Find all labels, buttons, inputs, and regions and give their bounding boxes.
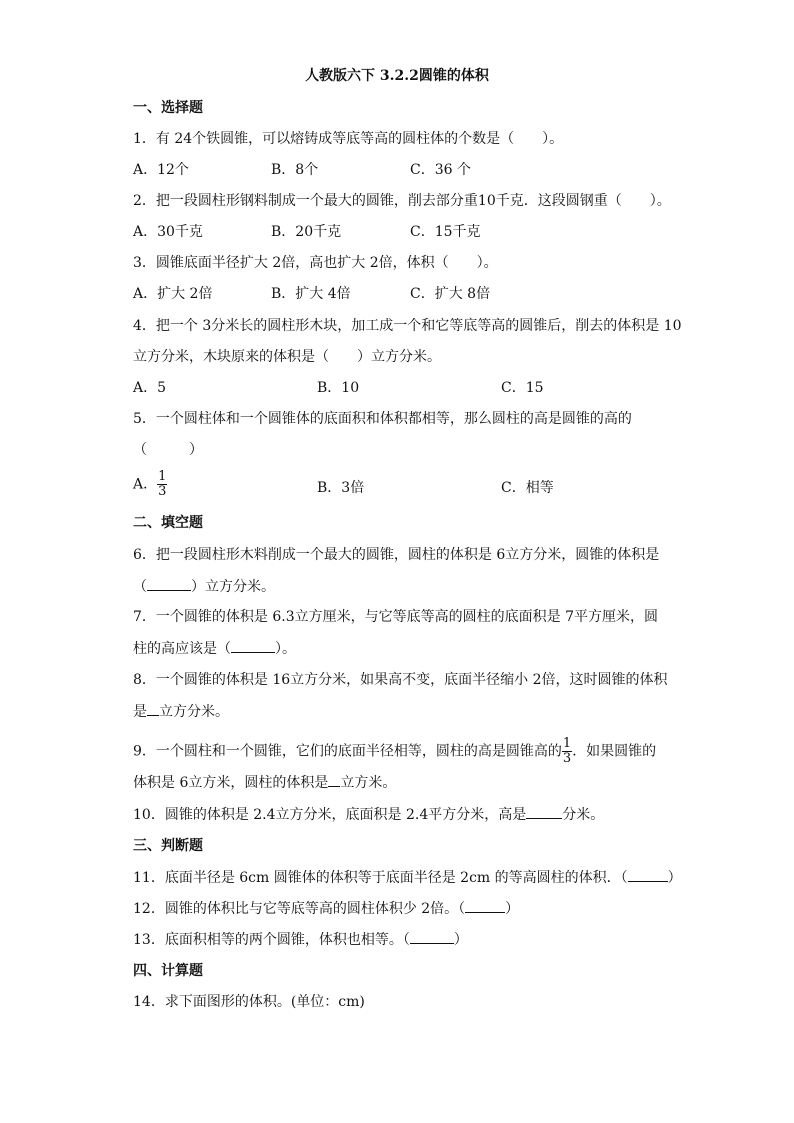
question-1-option-b: B．8个 <box>271 162 319 178</box>
option-a-prefix: A． <box>133 476 158 493</box>
fraction-one-third <box>562 737 572 766</box>
text-fragment: ） <box>505 901 520 917</box>
answer-blank[interactable] <box>628 867 668 882</box>
text-fragment: 9．一个圆柱和一个圆锥，它们的底面半径相等，圆柱的高是圆锥高的 <box>133 743 562 760</box>
text-fragment: ．如果圆锥的 <box>572 743 657 760</box>
question-2-option-a: A．30千克 <box>133 224 203 240</box>
answer-blank[interactable] <box>526 804 562 819</box>
question-3-option-b: B．扩大 4倍 <box>271 286 351 302</box>
fraction-numerator: 1 <box>158 469 167 484</box>
answer-blank[interactable] <box>328 772 340 787</box>
question-2-stem: 2．把一段圆柱形钢料制成一个最大的圆锥，削去部分重10千克．这段圆钢重（ ）。 <box>133 193 671 209</box>
section-heading-fill: 二、填空题 <box>133 515 203 531</box>
answer-blank[interactable] <box>231 638 275 653</box>
fraction-denominator: 3 <box>158 484 167 499</box>
question-2-option-b: B．20千克 <box>271 224 342 240</box>
text-fragment: 分米。 <box>562 807 605 823</box>
question-6-line-2 <box>133 576 275 597</box>
question-13 <box>133 929 468 950</box>
question-4-stem-line-1: 4．把一个 3分米长的圆柱形木块，加工成一个和它等底等高的圆锥后，削去的体积是 10 <box>133 318 682 334</box>
question-1-stem: 1．有 24个铁圆锥，可以熔铸成等底等高的圆柱体的个数是（ ）。 <box>133 131 564 147</box>
fraction-one-third <box>157 470 167 499</box>
question-4-option-c: C．15 <box>501 380 544 396</box>
question-9-line-1 <box>133 737 656 766</box>
question-11 <box>133 867 682 888</box>
answer-blank[interactable] <box>147 576 191 591</box>
fraction-numerator: 1 <box>562 736 572 751</box>
text-fragment: ） <box>453 932 468 948</box>
answer-blank[interactable] <box>465 898 505 913</box>
question-6-line-1: 6．把一段圆柱形木料削成一个最大的圆锥，圆柱的体积是 6立方分米，圆锥的体积是 <box>133 547 660 563</box>
page-title: 人教版六下 3.2.2圆锥的体积 <box>305 68 489 84</box>
text-fragment: 体积是 6立方米，圆柱的体积是 <box>133 775 329 791</box>
question-5-option-b: B．3倍 <box>317 480 365 496</box>
text-fragment: 立方分米。 <box>159 704 229 720</box>
question-12 <box>133 898 519 919</box>
section-heading-judge: 三、判断题 <box>133 838 203 854</box>
question-10 <box>133 804 604 825</box>
text-fragment: 10．圆锥的体积是 2.4立方分米，底面积是 2.4平方分米，高是 <box>133 807 527 823</box>
question-5-option-a <box>133 470 167 499</box>
question-4-stem-line-2: 立方分米，木块原来的体积是（ ）立方分米。 <box>133 349 441 365</box>
question-4-option-b: B．10 <box>317 380 360 396</box>
fraction-denominator: 3 <box>562 751 572 766</box>
question-9-line-2 <box>133 772 396 793</box>
text-fragment: （ <box>133 579 147 595</box>
text-fragment: 是 <box>133 704 147 720</box>
question-2-option-c: C．15千克 <box>410 224 481 240</box>
question-5-stem-line-2: （ ） <box>133 442 203 458</box>
section-heading-choice: 一、选择题 <box>133 100 203 116</box>
question-3-option-c: C．扩大 8倍 <box>410 286 491 302</box>
text-fragment: 立方米。 <box>340 775 397 791</box>
text-fragment: 11．底面半径是 6cm 圆锥体的体积等于底面半径是 2cm 的等高圆柱的体积．（ <box>133 870 628 886</box>
question-7-line-1: 7．一个圆锥的体积是 6.3立方厘米，与它等底等高的圆柱的底面积是 7平方厘米，圆 <box>133 609 658 625</box>
question-3-stem: 3．圆锥底面半径扩大 2倍，高也扩大 2倍，体积（ ）。 <box>133 255 498 271</box>
text-fragment: 12．圆锥的体积比与它等底等高的圆柱体积少 2倍。（ <box>133 901 466 917</box>
question-7-line-2 <box>133 638 296 659</box>
question-3-option-a: A．扩大 2倍 <box>133 286 213 302</box>
question-8-line-2 <box>133 701 229 722</box>
answer-blank[interactable] <box>147 701 159 716</box>
question-5-stem-line-1: 5．一个圆柱体和一个圆锥体的底面积和体积都相等，那么圆柱的高是圆锥的高的 <box>133 411 632 427</box>
section-heading-calc: 四、计算题 <box>133 963 203 979</box>
question-4-option-a: A．5 <box>133 380 167 396</box>
question-1-option-a: A．12个 <box>133 162 189 178</box>
text-fragment: ） <box>667 870 682 886</box>
text-fragment: ）立方分米。 <box>191 579 275 595</box>
question-1-option-c: C．36 个 <box>410 162 471 178</box>
text-fragment: 13．底面积相等的两个圆锥，体积也相等。（ <box>133 932 410 948</box>
text-fragment: 柱的高应该是（ <box>133 641 231 657</box>
question-8-line-1: 8．一个圆锥的体积是 16立方分米，如果高不变，底面半径缩小 2倍，这时圆锥的体积 <box>133 672 668 688</box>
question-5-option-c: C．相等 <box>501 480 554 496</box>
question-14-stem: 14．求下面图形的体积。(单位：cm) <box>133 994 365 1010</box>
text-fragment: ）。 <box>275 641 296 657</box>
answer-blank[interactable] <box>410 929 454 944</box>
